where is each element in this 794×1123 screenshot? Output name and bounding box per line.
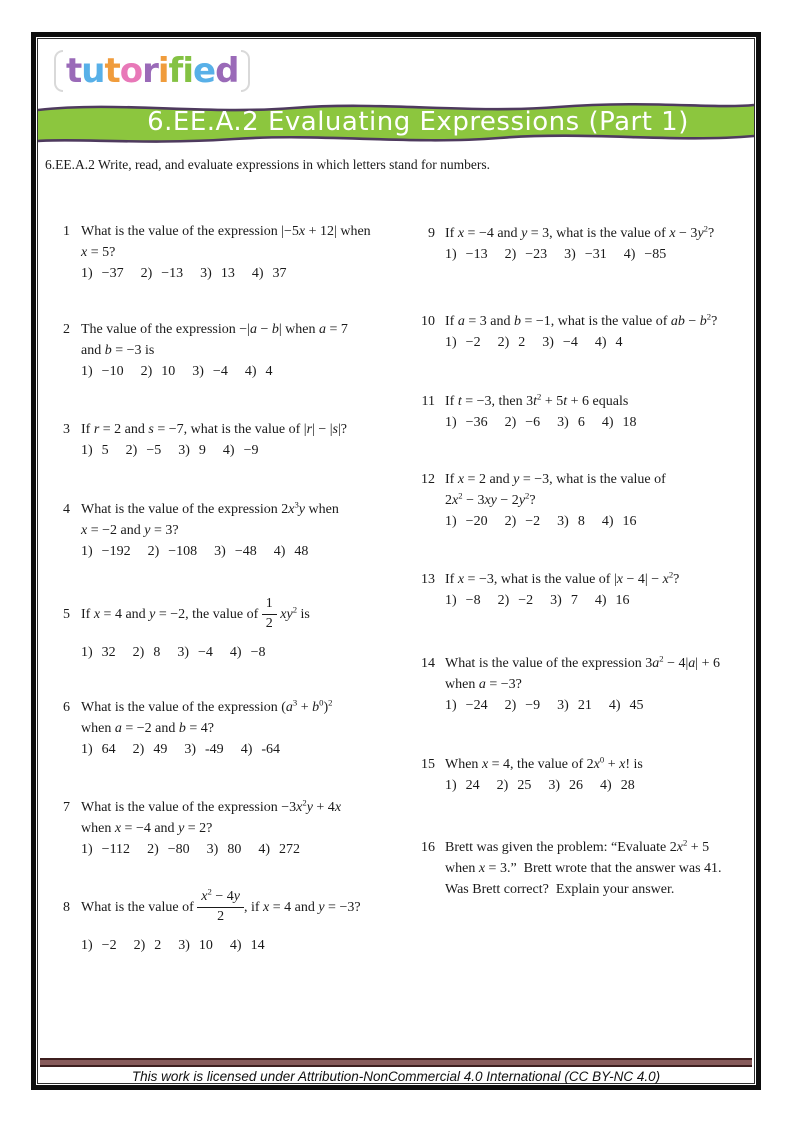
choice-value: 14	[250, 938, 265, 953]
standard-description: 6.EE.A.2 Write, read, and evaluate expressions in which letters stand for numbers.	[45, 157, 490, 172]
answer-choices	[81, 541, 339, 562]
license-text: This work is licensed under Attribution-NonCommercial 4.0 International (CC BY-NC 4.0)	[131, 1069, 661, 1084]
choice	[609, 698, 644, 713]
question-line: when a = −2 and b = 4?	[81, 721, 214, 736]
choice	[602, 415, 637, 430]
choice-value: −31	[584, 247, 607, 262]
logo-letter: f	[168, 51, 183, 91]
question-line: When x = 4, the value of $2x^0 + x$! is	[445, 754, 643, 772]
choice	[600, 778, 635, 793]
question-line: Brett was given the problem: “Evaluate $2x^2 + 5$	[445, 837, 710, 855]
choice	[505, 415, 541, 430]
worksheet-page	[31, 32, 761, 1090]
question-line: What is the value of the expression $(a^3 + b^0)^2$	[81, 697, 333, 715]
choice-label: 4)	[222, 443, 235, 458]
question-content	[445, 653, 720, 716]
question-number: 7	[63, 800, 70, 815]
question-content	[445, 391, 637, 433]
question-number: 5	[63, 607, 70, 622]
fraction-before-text: If x = 4 and y = −2, the value of	[81, 606, 262, 622]
choice	[133, 645, 161, 660]
question-item	[412, 469, 752, 532]
question-line: If x = −3, what is the value of $|x - 4| - x^2$?	[445, 569, 680, 587]
question-line-with-fraction	[81, 886, 361, 928]
choice-label: 4)	[594, 593, 607, 608]
choice	[497, 778, 532, 793]
choice-value: −80	[167, 842, 190, 857]
answer-choices	[81, 263, 371, 284]
choice	[192, 364, 228, 379]
choice-value: 2	[154, 938, 162, 953]
choice-value: 6	[577, 415, 585, 430]
choice-label: 4)	[273, 544, 286, 559]
question-item	[412, 754, 752, 796]
choice-label: 3)	[542, 335, 554, 350]
choice-label: 1)	[445, 335, 457, 350]
logo-right-bracket	[241, 50, 250, 92]
question-line: when x = 3.” Brett wrote that the answer was 41.	[445, 861, 722, 876]
choice	[445, 593, 481, 608]
choice-label: 1)	[81, 842, 93, 857]
question-line: x = −2 and y = 3?	[81, 523, 179, 538]
question-content	[445, 223, 714, 265]
answer-choices	[81, 361, 348, 382]
choice-label: 1)	[445, 778, 457, 793]
logo-letter: e	[193, 51, 216, 91]
choice-value: −85	[644, 247, 667, 262]
logo-left-bracket	[54, 50, 63, 92]
choice	[274, 544, 309, 559]
choice	[134, 938, 162, 953]
choice-label: 1)	[81, 742, 93, 757]
question-number: 15	[421, 757, 435, 772]
question-number: 14	[421, 656, 435, 671]
choice-value: 16	[615, 593, 630, 608]
choice-label: 1)	[81, 938, 93, 953]
choice-value: 49	[153, 742, 168, 757]
choice-label: 2)	[497, 335, 510, 350]
choice-label: 1)	[445, 514, 457, 529]
choice	[505, 247, 548, 262]
question-line: If r = 2 and s = −7, what is the value of |r| − |s|?	[81, 422, 348, 437]
question-item	[59, 499, 411, 562]
fraction-numerator: 1	[262, 596, 277, 614]
choice-label: 4)	[594, 335, 607, 350]
question-line: If x = 2 and y = −3, what is the value of	[445, 472, 666, 487]
choice-value: -64	[261, 742, 281, 757]
question-line: when x = −4 and y = 2?	[81, 821, 213, 836]
choice-value: −5	[146, 443, 162, 458]
choice	[505, 514, 541, 529]
choice-value: −8	[250, 645, 266, 660]
question-number: 8	[63, 900, 70, 915]
choice-value: −20	[465, 514, 488, 529]
choice-value: 13	[220, 266, 235, 281]
question-item	[412, 223, 752, 265]
choice	[223, 443, 259, 458]
question-item	[412, 391, 752, 433]
logo-letter: o	[119, 51, 143, 91]
question-number: 6	[63, 700, 70, 715]
question-line: If t = −3, then $3t^2 + 5t + 6$ equals	[445, 391, 629, 409]
fraction	[262, 596, 277, 631]
choice	[133, 742, 168, 757]
choice-label: 1)	[81, 364, 93, 379]
choice	[184, 742, 223, 757]
choice-value: −13	[465, 247, 488, 262]
question-number: 11	[421, 394, 435, 409]
question-item	[59, 419, 411, 461]
choice	[445, 514, 488, 529]
choice-value: 4	[265, 364, 273, 379]
choice-label: 2)	[140, 266, 153, 281]
question-content	[81, 797, 341, 860]
question-item	[59, 797, 411, 860]
choice-label: 3)	[178, 938, 190, 953]
question-item	[59, 697, 411, 760]
choice	[542, 335, 578, 350]
fraction-denominator: 2	[265, 615, 273, 631]
logo-letter: r	[142, 51, 158, 91]
question-item	[59, 319, 411, 382]
choice	[445, 698, 488, 713]
question-number: 1	[63, 224, 70, 239]
fraction-after-text: , if x = 4 and y = −3?	[243, 899, 361, 915]
logo-text	[63, 50, 241, 92]
question-content	[81, 499, 339, 562]
choice-label: 4)	[244, 364, 257, 379]
choice-value: 8	[577, 514, 585, 529]
answer-choices	[81, 839, 341, 860]
choice	[81, 544, 131, 559]
choice	[445, 415, 488, 430]
choice	[557, 415, 585, 430]
choice-label: 1)	[81, 443, 93, 458]
question-item	[412, 837, 752, 900]
question-line: and b = −3 is	[81, 343, 155, 358]
choice-value: 26	[569, 778, 584, 793]
question-line: when a = −3?	[445, 677, 522, 692]
choice-value: 8	[153, 645, 161, 660]
choice	[595, 593, 630, 608]
choice-label: 2)	[496, 778, 509, 793]
answer-choices	[445, 511, 666, 532]
choice-label: 2)	[125, 443, 138, 458]
choice	[147, 842, 190, 857]
logo-letter: d	[215, 51, 239, 91]
question-line: $2x^2 - 3xy - 2y^2$?	[445, 490, 536, 508]
choice-value: 28	[620, 778, 635, 793]
question-number: 12	[421, 472, 435, 487]
question-content	[445, 469, 666, 532]
choice-value: 25	[517, 778, 532, 793]
question-line: The value of the expression −|a − b| when a = 7	[81, 322, 348, 337]
choice-value: 21	[577, 698, 592, 713]
fraction	[197, 886, 244, 924]
answer-choices	[445, 695, 720, 716]
choice-value: -49	[205, 742, 224, 757]
choice-label: 3)	[557, 514, 569, 529]
choice-value: 272	[278, 842, 300, 857]
choice	[177, 645, 213, 660]
choice	[178, 443, 206, 458]
choice	[258, 842, 300, 857]
choice-label: 4)	[623, 247, 636, 262]
choice	[200, 266, 235, 281]
choice	[241, 742, 280, 757]
question-number: 13	[421, 572, 435, 587]
choice-value: 10	[198, 938, 213, 953]
choice-label: 3)	[200, 266, 212, 281]
choice	[141, 266, 184, 281]
logo-letter: i	[157, 51, 169, 91]
choice-label: 2)	[132, 742, 145, 757]
choice-value: 80	[227, 842, 242, 857]
choice-label: 3)	[214, 544, 226, 559]
choice-label: 3)	[192, 364, 204, 379]
choice	[81, 364, 124, 379]
choice	[445, 335, 481, 350]
choice	[557, 514, 585, 529]
choice	[81, 742, 116, 757]
choice	[445, 778, 480, 793]
question-content	[81, 886, 361, 956]
question-content	[445, 569, 679, 611]
choice-label: 4)	[258, 842, 270, 857]
choice-label: 3)	[206, 842, 219, 857]
choice-label: 4)	[251, 266, 264, 281]
question-line: If a = 3 and b = −1, what is the value of ab − $b^2$?	[445, 311, 718, 329]
question-item	[59, 593, 411, 663]
choice-value: 64	[101, 742, 116, 757]
answer-choices	[445, 775, 643, 796]
question-item	[412, 653, 752, 716]
choice-label: 2)	[133, 938, 146, 953]
choice-label: 1)	[445, 593, 457, 608]
choice	[141, 364, 176, 379]
question-item	[59, 886, 411, 956]
choice-value: 48	[294, 544, 309, 559]
choice-label: 1)	[81, 544, 93, 559]
choice-label: 3)	[550, 593, 562, 608]
choice	[178, 938, 213, 953]
logo-letter: t	[66, 51, 82, 91]
question-number: 2	[63, 322, 70, 337]
choice-value: −192	[101, 544, 131, 559]
choice-value: 2	[518, 335, 526, 350]
choice	[207, 842, 242, 857]
choice-value: −13	[161, 266, 184, 281]
choice	[148, 544, 198, 559]
choice-label: 4)	[601, 514, 614, 529]
choice-label: 2)	[504, 415, 517, 430]
choice-label: 4)	[600, 778, 612, 793]
choice	[498, 335, 526, 350]
choice	[548, 778, 583, 793]
choice-label: 3)	[557, 415, 569, 430]
choice-value: −2	[465, 335, 481, 350]
choice	[602, 514, 637, 529]
choice-value: −112	[101, 842, 131, 857]
question-number: 16	[421, 840, 435, 855]
choice-label: 2)	[132, 645, 145, 660]
choice-value: 9	[198, 443, 206, 458]
choice-value: −37	[101, 266, 124, 281]
choice	[81, 842, 130, 857]
question-content	[445, 754, 643, 796]
choice-value: −4	[198, 645, 213, 660]
choice-label: 3)	[548, 778, 561, 793]
choice-value: −4	[212, 364, 228, 379]
question-item	[412, 569, 752, 611]
question-content	[445, 837, 722, 900]
choice-value: 7	[570, 593, 578, 608]
question-line: What is the value of the expression $-3x^2y + 4x$	[81, 797, 342, 815]
choice-value: −108	[168, 544, 198, 559]
footer-divider-bar	[40, 1058, 752, 1067]
question-number: 4	[63, 502, 70, 517]
question-content	[81, 221, 371, 284]
choice	[550, 593, 578, 608]
question-number: 10	[421, 314, 435, 329]
question-number: 3	[63, 422, 70, 437]
choice-value: −24	[465, 698, 488, 713]
choice-label: 4)	[601, 415, 614, 430]
choice	[245, 364, 273, 379]
fraction-numerator: $x^2 - 4y$	[197, 889, 244, 907]
choice-value: −23	[525, 247, 548, 262]
page-title: 6.EE.A.2 Evaluating Expressions (Part 1)	[147, 107, 689, 137]
choice	[505, 698, 541, 713]
fraction-denominator: 2	[217, 908, 225, 924]
choice-label: 1)	[81, 645, 93, 660]
fraction-before-text: What is the value of	[81, 899, 198, 915]
choice	[564, 247, 607, 262]
choice-label: 4)	[229, 645, 242, 660]
choice-value: 4	[615, 335, 623, 350]
choice-label: 1)	[445, 247, 457, 262]
choice-label: 1)	[445, 415, 457, 430]
question-content	[81, 593, 310, 663]
choice-label: 2)	[140, 364, 153, 379]
answer-choices	[445, 332, 717, 353]
question-line: If x = −4 and y = 3, what is the value of $x - 3y^2$?	[445, 223, 715, 241]
answer-choices	[81, 739, 333, 760]
question-content	[81, 697, 333, 760]
answer-choices	[81, 440, 347, 461]
choice-value: −36	[465, 415, 488, 430]
choice-value: 5	[101, 443, 109, 458]
logo-letter: u	[81, 51, 105, 91]
choice-label: 3)	[564, 247, 576, 262]
choice	[557, 698, 592, 713]
choice	[126, 443, 162, 458]
logo-letter: i	[182, 51, 193, 91]
answer-choices	[445, 244, 714, 265]
fraction-after-text: $xy^2$ is	[280, 603, 310, 622]
logo-letter: t	[104, 51, 120, 91]
choice-value: 10	[161, 364, 176, 379]
choice-label: 4)	[608, 698, 621, 713]
choice	[230, 645, 266, 660]
choice-value: −9	[525, 698, 541, 713]
choice-value: −2	[101, 938, 117, 953]
choice	[214, 544, 257, 559]
choice-value: −8	[465, 593, 481, 608]
choice-label: 2)	[504, 247, 517, 262]
answer-choices	[81, 642, 310, 663]
choice	[81, 266, 124, 281]
choice-value: −48	[234, 544, 257, 559]
choice-label: 3)	[178, 443, 190, 458]
question-line: What is the value of the expression $2x^3y$ when	[81, 499, 339, 517]
question-line-with-fraction	[81, 593, 310, 635]
question-content	[445, 311, 717, 353]
choice-label: 2)	[504, 698, 517, 713]
choice-value: −10	[101, 364, 124, 379]
choice	[81, 443, 109, 458]
choice-value: 16	[622, 514, 637, 529]
choice-label: 2)	[504, 514, 517, 529]
choice	[252, 266, 287, 281]
choice	[624, 247, 667, 262]
choice	[498, 593, 534, 608]
choice	[595, 335, 623, 350]
choice-value: 18	[622, 415, 637, 430]
choice-value: −2	[518, 593, 534, 608]
question-content	[81, 419, 347, 461]
choice-label: 2)	[147, 842, 159, 857]
choice-value: 24	[465, 778, 480, 793]
question-number: 9	[428, 226, 435, 241]
question-line: x = 5?	[81, 245, 116, 260]
tutorified-logo	[54, 49, 250, 93]
question-content	[81, 319, 348, 382]
choice-label: 2)	[147, 544, 160, 559]
choice-label: 4)	[229, 938, 242, 953]
choice-value: −9	[243, 443, 259, 458]
choice-value: −6	[525, 415, 541, 430]
choice-label: 3)	[177, 645, 190, 660]
choice-label: 1)	[81, 266, 93, 281]
choice	[230, 938, 265, 953]
choice-value: 37	[272, 266, 287, 281]
title-banner	[38, 96, 754, 148]
answer-choices	[81, 935, 361, 956]
choice-value: −4	[562, 335, 578, 350]
choice-label: 3)	[184, 742, 197, 757]
choice-value: 45	[629, 698, 644, 713]
choice-label: 4)	[240, 742, 253, 757]
choice-label: 1)	[445, 698, 457, 713]
choice-label: 3)	[557, 698, 569, 713]
question-line: Was Brett correct? Explain your answer.	[445, 882, 675, 897]
question-line: What is the value of the expression $3a^2 - 4|a| + 6$	[445, 653, 720, 671]
choice-label: 2)	[497, 593, 510, 608]
question-item	[412, 311, 752, 353]
answer-choices	[445, 412, 637, 433]
question-item	[59, 221, 411, 284]
choice-value: 32	[101, 645, 116, 660]
choice	[81, 645, 116, 660]
answer-choices	[445, 590, 679, 611]
choice	[81, 938, 117, 953]
question-line: What is the value of the expression |−5x + 12| when	[81, 224, 371, 239]
choice-value: −2	[525, 514, 541, 529]
page-inner-border	[37, 38, 755, 1084]
choice	[445, 247, 488, 262]
